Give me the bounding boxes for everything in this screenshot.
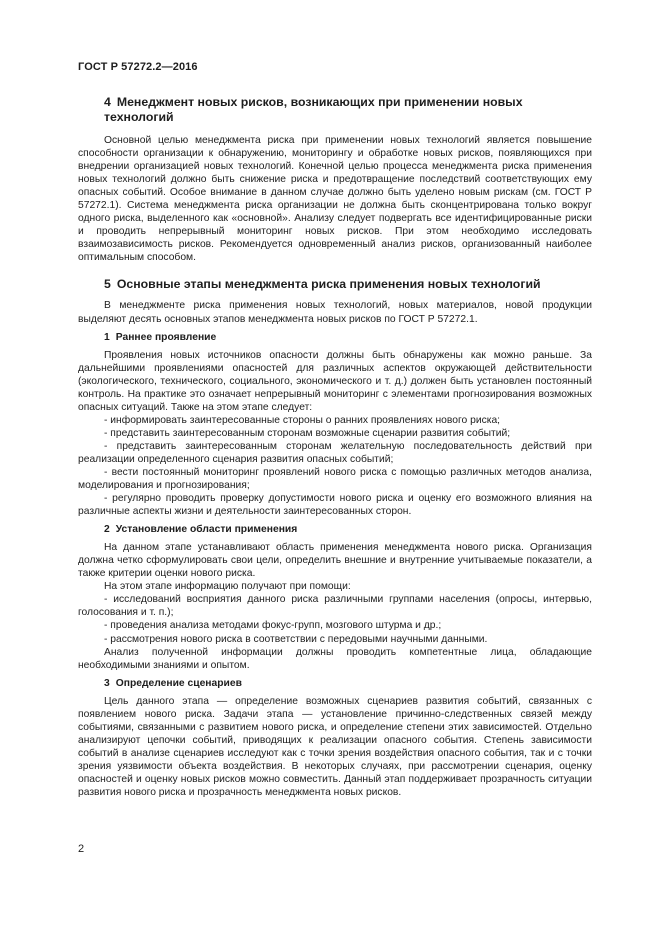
stage-title: Определение сценариев <box>115 677 242 689</box>
list-item: - исследований восприятия данного риска различными группами населения (опросы, интервью, голосования и т. п.); <box>78 594 592 619</box>
stage-2-heading <box>78 523 592 536</box>
list-item: - представить заинтересованным сторонам возможные сценарии развития событий; <box>104 427 511 439</box>
stage-3-heading <box>78 677 592 690</box>
page-content <box>78 95 592 799</box>
paragraph: Анализ полученной информации должны проводить компетентные лица, обладающие необходимыми знаниями и опытом. <box>78 646 592 671</box>
paragraph: На данном этапе устанавливают область применения менеджмента нового риска. Организация должна четко сформулировать свои цели, определить внешние и внутренние учитываемые показатели, а также критерии оценки нового риска. <box>78 542 592 580</box>
section-title: Основные этапы менеджмента риска применения новых технологий <box>116 277 541 292</box>
stage-1-heading <box>78 331 592 344</box>
section-title: Менеджмент новых рисков, возникающих при применении новых технологий <box>104 95 523 124</box>
paragraph: В менеджменте риска применения новых технологий, новых материалов, новой продукции выделяют десять основных этапов менеджмента новых рисков по ГОСТ Р 57272.1. <box>78 300 592 325</box>
paragraph: На этом этапе информацию получают при помощи: <box>104 581 351 593</box>
page-number: 2 <box>78 843 85 855</box>
list-item: - рассмотрения нового риска в соответствии с передовыми научными данными. <box>104 633 488 645</box>
stage-number: 1 <box>104 331 110 343</box>
list-item: - вести постоянный мониторинг проявлений нового риска с помощью различных методов анализа, моделирования и прогнозирования; <box>78 466 592 492</box>
stage-number: 3 <box>104 677 110 689</box>
standard-header: ГОСТ Р 57272.2—2016 <box>78 61 198 73</box>
section-4-heading <box>78 95 592 125</box>
paragraph: Основной целью менеджмента риска при применении новых технологий является повышение способности организации к обнаружению, мониторингу и обработке новых рисков, появляющихся при внедрении организацией новых технологий. Конечной целью процесса менеджмента риска применения новых технологий должно быть снижение риска и предотвращение последствий соответствующих ему опасных событий. Особое внимание в данном случае должно быть уделено новым рискам (см. ГОСТ Р 57272.1). Система менеджмента риска организации не должна быть сконцентрирована только вокруг одного риска, выделенного как «основной». Анализу следует подвергать все идентифицированные риски и проводить непрерывный мониторинг новых рисков. При этом необходимо исследовать взаимозависимость рисков. Рекомендуется одновременный анализ рисков, организованный наиболее оптимальным способом. <box>78 135 592 264</box>
list-item: - представить заинтересованным сторонам желательную последовательность действий при реализации определенного сценария развития опасных событий; <box>78 440 592 465</box>
stage-title: Установление области применения <box>115 524 298 536</box>
stage-number: 2 <box>104 524 110 536</box>
stage-title: Раннее проявление <box>115 331 217 343</box>
section-number: 5 <box>104 277 111 292</box>
section-number: 4 <box>104 95 111 109</box>
paragraph: Цель данного этапа — определение возможных сценариев развития событий, связанных с появлением нового риска. Задачи этапа — установление причинно-следственных связей между событиями, связанными с развитием нового риска, и определение степени этих зависимостей. Отдельно анализируют цепочки событий, приводящих к реализации опасного события. Степень зависимости событий в анализе сценариев исследуют как с точки зрения воздействия опасного события, так и с точки зрения уязвимости объекта воздействия. В некоторых случаях, при рассмотрении сценария, оценку опасностей и оценку новых рисков можно совместить. Данный этап поддерживает прозрачность ситуации развития нового риска и прозрачность менеджмента новых рисков. <box>78 695 592 798</box>
paragraph: Проявления новых источников опасности должны быть обнаружены как можно раньше. За дальнейшими проявлениями опасностей для различных аспектов окружающей действительности (экологического, технического, социального, экономического и т. д.) должен быть установлен постоянный контроль. На практике это означает непрерывный мониторинг с элементами прогнозирования возможных опасных ситуаций. Также на этом этапе следует: <box>78 349 592 413</box>
section-5-heading <box>78 277 592 292</box>
list-item: - информировать заинтересованные стороны о ранних проявлениях нового риска; <box>104 414 501 426</box>
list-item: - проведения анализа методами фокус-групп, мозгового штурма и др.; <box>104 620 442 632</box>
list-item: - регулярно проводить проверку допустимости нового риска и оценку его возможного влияния на различные аспекты жизни и деятельности заинтересованных сторон. <box>78 493 592 518</box>
